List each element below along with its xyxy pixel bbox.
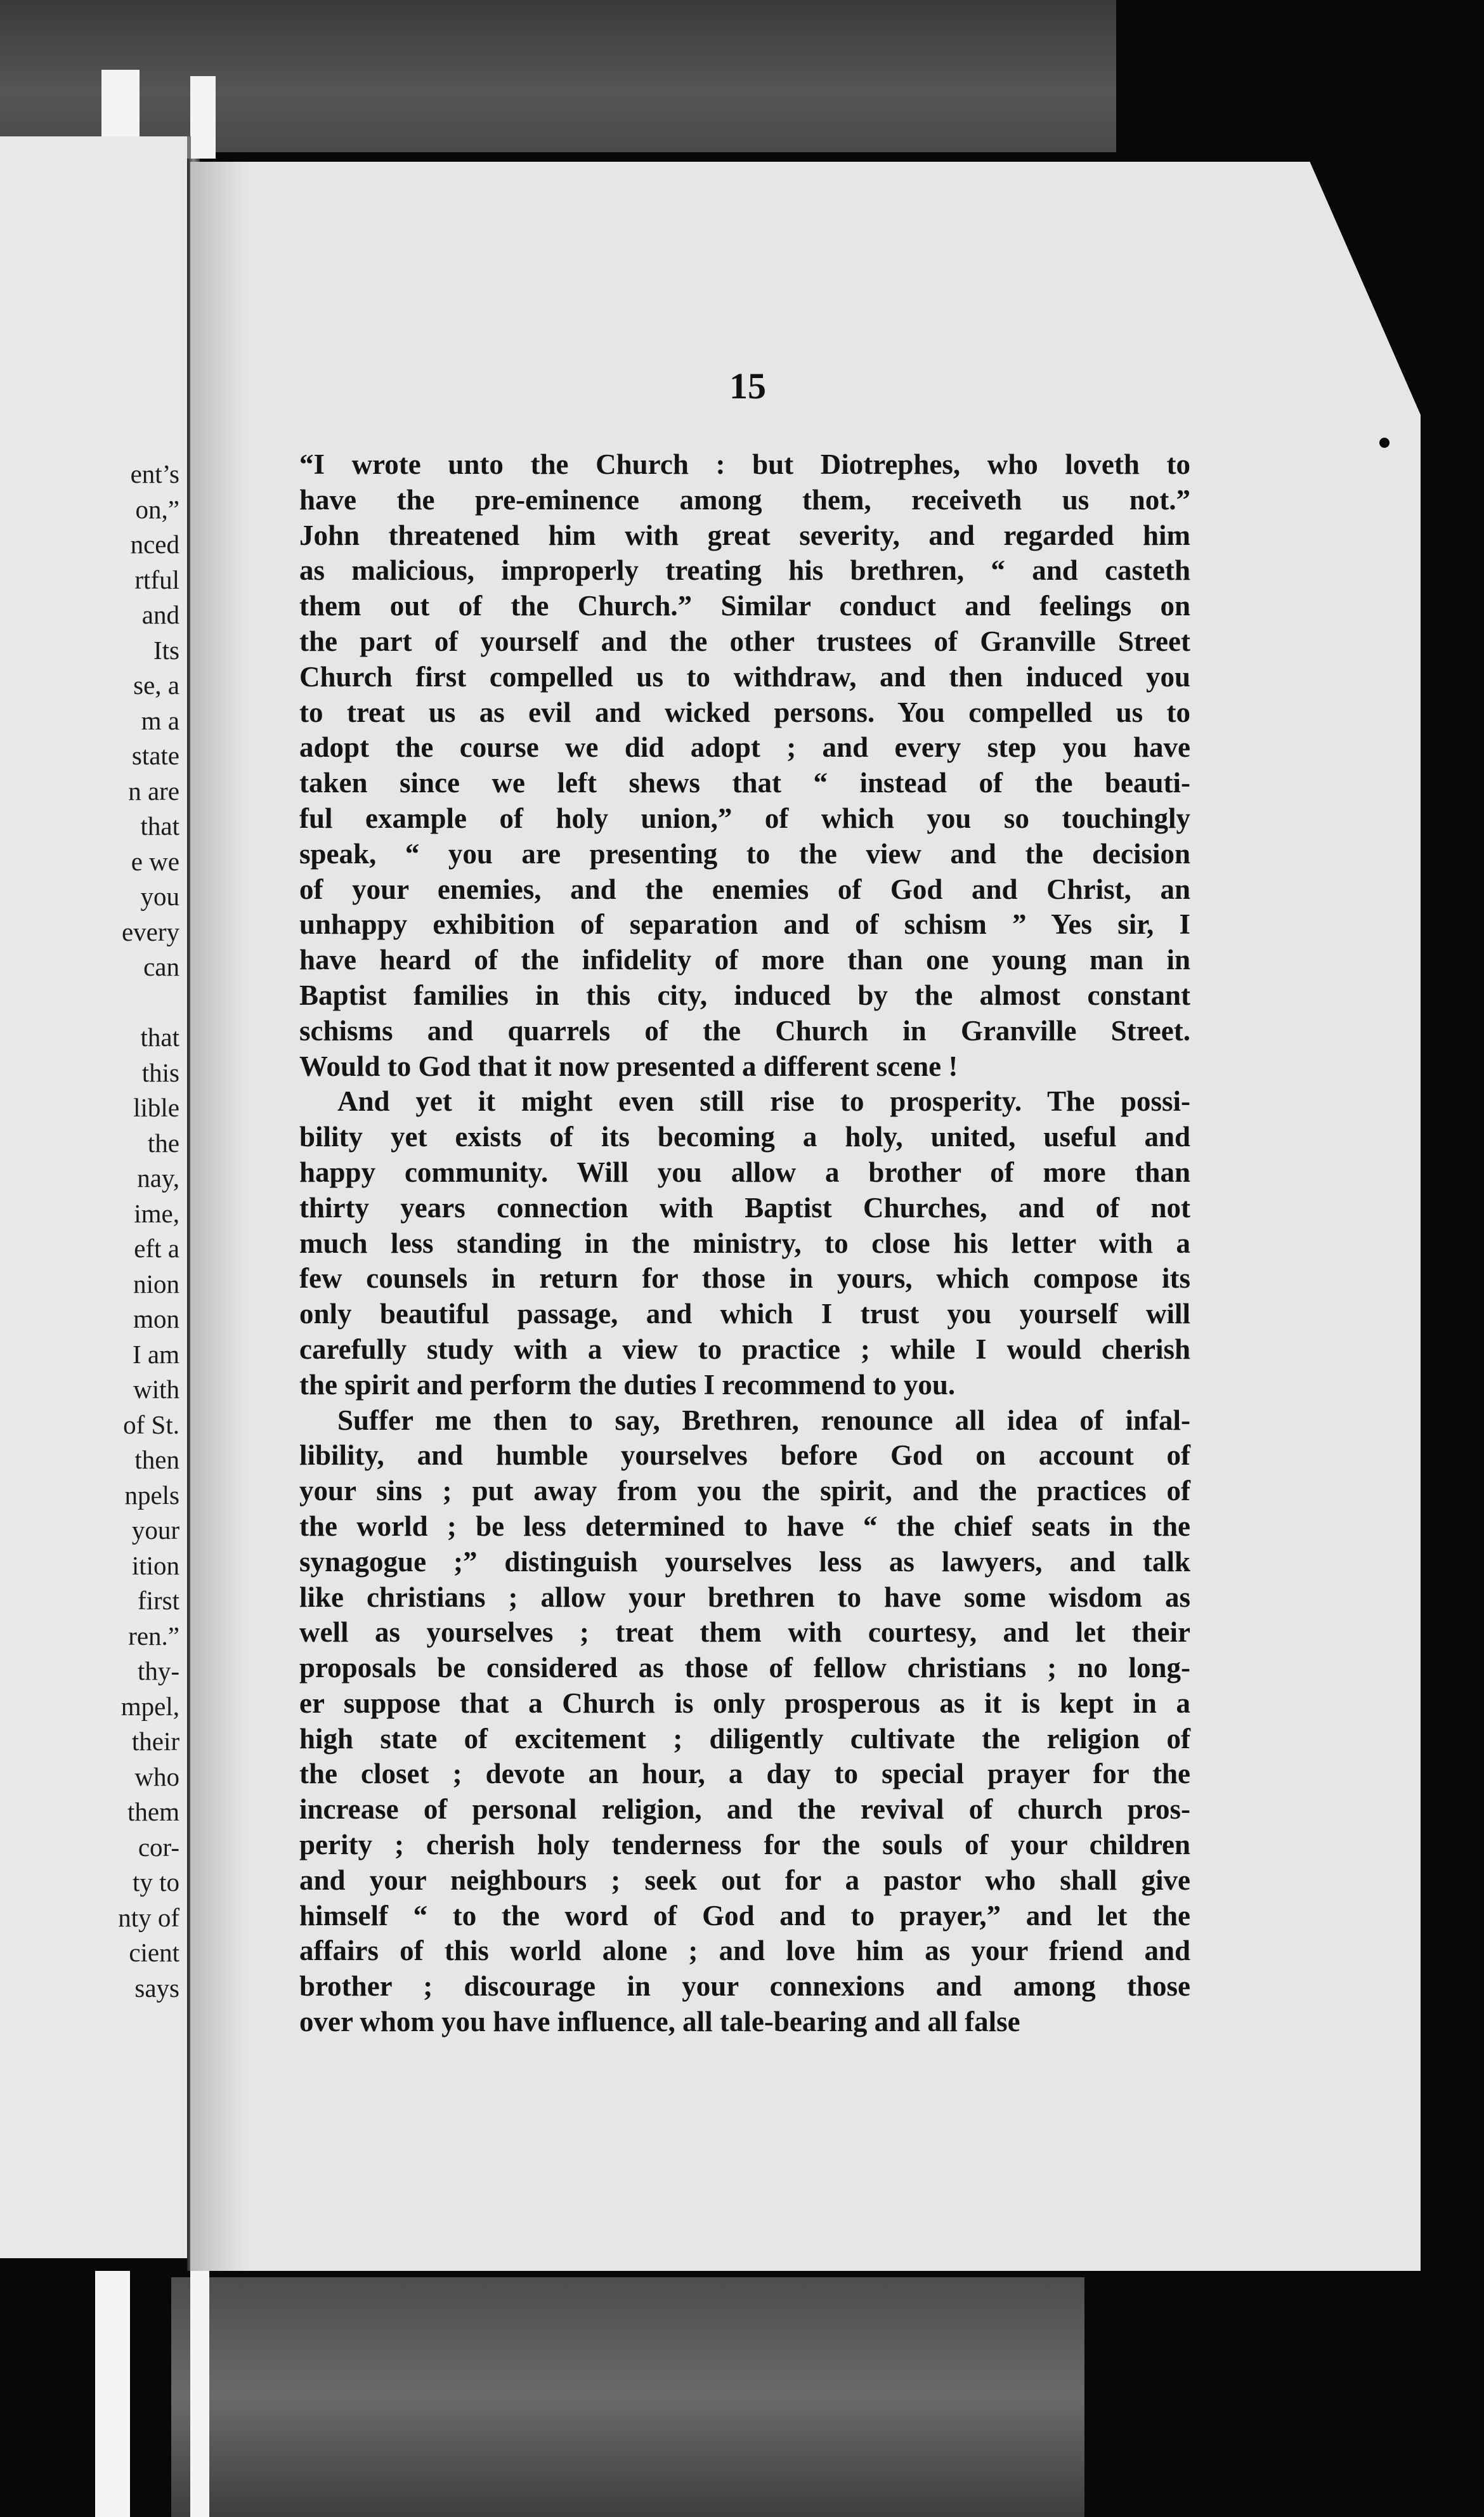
left-page-fragment: eft a [134,1234,179,1263]
text-line: the part of yourself and the other trustees of Granville Street [299,625,1190,657]
text-line: have heard of the infidelity of more than one young man in [299,944,1190,976]
text-line: them out of the Church.” Similar conduct and feelings on [299,590,1190,622]
text-line: few counsels in return for those in yours, which compose its [299,1262,1190,1295]
left-page-fragment: them [127,1797,179,1826]
text-line: speak, “ you are presenting to the view and the decision [299,837,1190,870]
left-page-fragment: on,” [135,494,179,524]
left-page-fragment: says [134,1973,179,2003]
ink-speck [1379,438,1390,448]
left-page-fragment: nay, [137,1163,179,1193]
left-page-fragment: ime, [134,1198,179,1228]
page-number: 15 [729,365,766,407]
left-page-fragment: cor- [138,1832,179,1862]
white-strip-bottom-2 [190,2271,209,2517]
text-line: have the pre-eminence among them, receiveth us not.” [299,483,1190,516]
text-line: synagogue ;” distinguish yourselves less as lawyers, and talk [299,1545,1190,1578]
left-page-fragment: the [147,1128,179,1158]
bottom-gray-band [171,2277,1084,2517]
left-page-fragment: nty of [118,1902,179,1932]
left-page-fragment: npels [124,1480,179,1510]
left-page-fragment: your [131,1515,179,1545]
left-page-fragment: n are [128,776,179,806]
text-line: much less standing in the ministry, to close his letter with a [299,1227,1190,1259]
text-line: the world ; be less determined to have “ the chief seats in the [299,1510,1190,1542]
left-page-fragment: you [140,882,179,911]
text-line: John threatened him with great severity, and regarded him [299,519,1190,551]
text-line: bility yet exists of its becoming a holy, united, useful and [299,1121,1190,1153]
left-page-fragment: thy- [137,1656,179,1685]
left-page-fragment: first [137,1586,179,1615]
text-line: Suffer me then to say, Brethren, renounce all idea of infal- [337,1404,1190,1436]
left-page-fragment: ty to [132,1867,179,1897]
text-line: only beautiful passage, and which I trust you yourself will [299,1298,1190,1330]
left-page-fragment: this [141,1057,179,1087]
left-page-fragment: nced [130,530,179,559]
left-page-fragment: e we [131,846,179,876]
white-strip-top-2 [190,76,216,159]
left-page-fragment: can [143,952,179,981]
text-line: the spirit and perform the duties I recommend to you. [299,1368,956,1401]
left-page-fragment: mpel, [120,1691,179,1721]
text-line: of your enemies, and the enemies of God and Christ, an [299,873,1190,905]
text-line: well as yourselves ; treat them with courtesy, and let their [299,1616,1190,1649]
left-page-fragment: cient [129,1938,179,1967]
left-page-fragment: every [121,917,179,946]
left-page-fragment: of St. [123,1409,179,1439]
left-page-fragment: m a [141,705,179,735]
left-page-fragment: nion [133,1269,179,1298]
left-page-fragment: ren.” [128,1621,179,1651]
white-strip-bottom-1 [95,2271,130,2517]
text-line: perity ; cherish holy tenderness for the souls of your children [299,1829,1190,1861]
text-line: proposals be considered as those of fellow christians ; no long- [299,1652,1190,1684]
text-line: happy community. Will you allow a brother of more than [299,1156,1190,1188]
text-line: increase of personal religion, and the revival of church pros- [299,1793,1190,1826]
text-line: your sins ; put away from you the spirit, and the practices of [299,1475,1190,1507]
left-page-fragment: that [140,1023,179,1052]
left-page-fragment: Its [153,635,179,665]
text-line: taken since we left shews that “ instead of the beauti- [299,767,1190,799]
body-text [299,447,1190,2040]
left-page-fragment: that [140,811,179,840]
text-line: to treat us as evil and wicked persons. You compelled us to [299,696,1190,728]
left-page-fragment: and [141,600,179,629]
left-page-fragment: with [133,1375,179,1404]
text-line: as malicious, improperly treating his brethren, “ and casteth [299,554,1190,587]
text-line: Baptist families in this city, induced by the almost constant [299,979,1190,1011]
text-line: brother ; discourage in your connexions and among those [299,1970,1190,2003]
text-line: unhappy exhibition of separation and of schism ” Yes sir, I [299,908,1190,941]
left-page-fragment: rtful [134,565,179,594]
left-page-fragment: I am [133,1339,179,1369]
text-line: er suppose that a Church is only prosperous as it is kept in a [299,1687,1190,1719]
left-page-fragment: se, a [133,670,179,700]
text-line: libility, and humble yourselves before God on account of [299,1439,1190,1472]
left-page-fragment: then [134,1445,179,1474]
text-line: carefully study with a view to practice ; while I would cherish [299,1333,1190,1365]
text-line: And yet it might even still rise to prosperity. The possi- [337,1085,1190,1118]
page-shadow [190,162,247,2271]
left-page-fragment: mon [133,1304,179,1333]
text-line: “I wrote unto the Church : but Diotrephes, who loveth to [299,448,1190,480]
text-line: thirty years connection with Baptist Churches, and of not [299,1191,1190,1224]
top-gray-band [0,0,1116,152]
text-line: himself “ to the word of God and to prayer,” and let the [299,1899,1190,1932]
left-page-fragment: their [131,1727,179,1756]
text-line: schisms and quarrels of the Church in Granville Street. [299,1014,1190,1047]
left-page-fragment: who [134,1762,179,1791]
text-line: Church first compelled us to withdraw, and then induced you [299,660,1190,693]
left-page-fragment: ent’s [130,459,179,488]
text-line: ful example of holy union,” of which you so touchingly [299,802,1190,834]
left-page-fragment: lible [133,1093,179,1122]
left-page-fragment: ition [131,1550,179,1580]
left-page-fragment: state [131,741,179,770]
text-line: and your neighbours ; seek out for a pastor who shall give [299,1864,1190,1896]
text-line: affairs of this world alone ; and love him as your friend and [299,1935,1190,1967]
text-line: Would to God that it now presented a different scene ! [299,1050,958,1082]
left-page [0,136,191,2258]
text-line: adopt the course we did adopt ; and every step you have [299,731,1190,764]
text-line: the closet ; devote an hour, a day to special prayer for the [299,1758,1190,1790]
text-line: like christians ; allow your brethren to have some wisdom as [299,1581,1190,1613]
text-line: high state of excitement ; diligently cultivate the religion of [299,1722,1190,1755]
text-line: over whom you have influence, all tale-bearing and all false [299,2006,1020,2038]
